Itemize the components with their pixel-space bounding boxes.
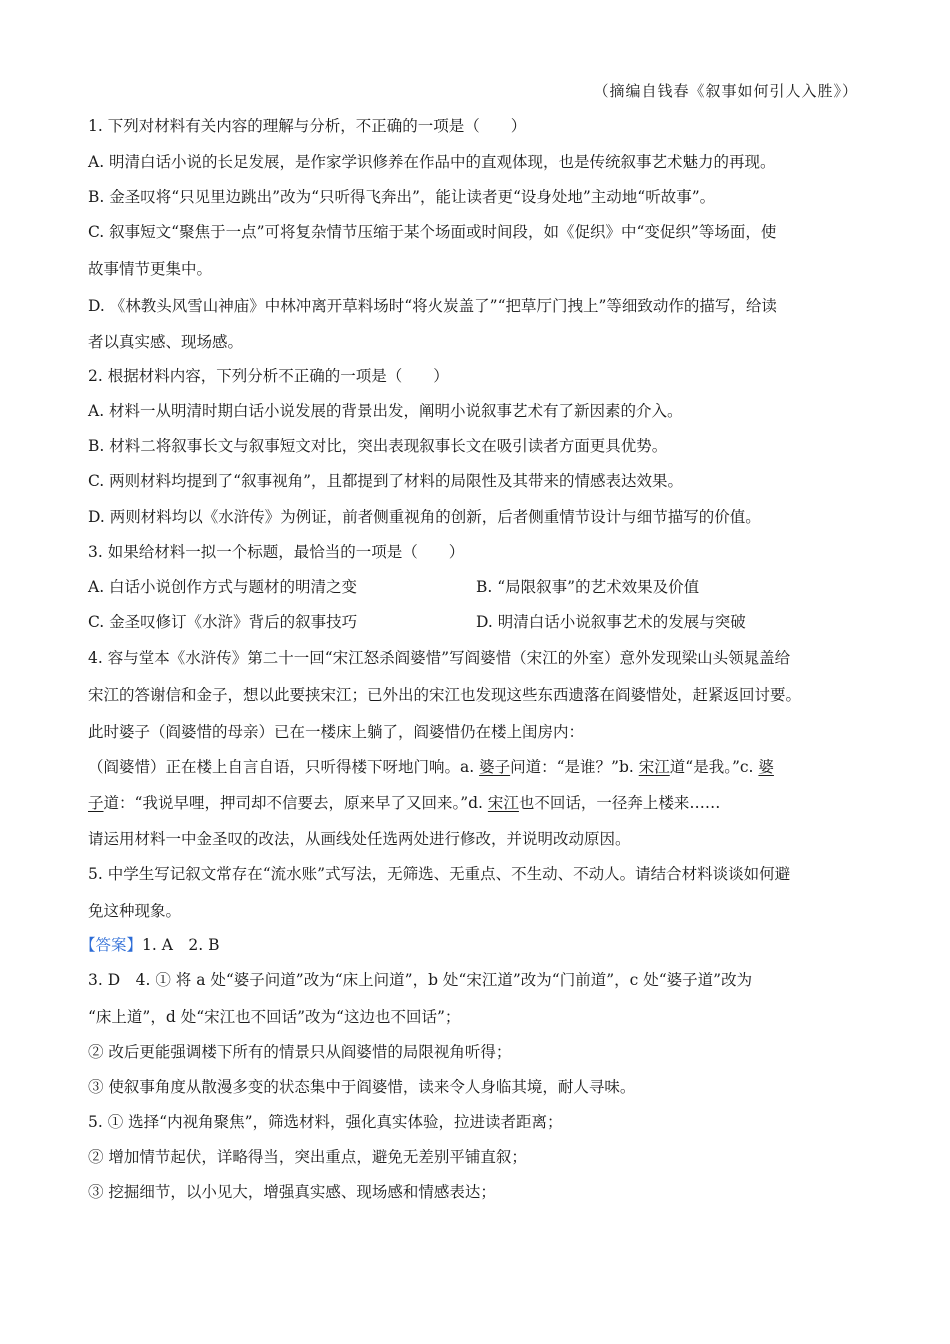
q4-line-1: 4. 容与堂本《水浒传》第二十一回“宋江怒杀阎婆惜”写阎婆惜（宋江的外室）意外发现梁山头领晁盖给 bbox=[88, 649, 791, 667]
q4-instruction: 请运用材料一中金圣叹的改法，从画线处任选两处进行修改，并说明改动原因。 bbox=[88, 830, 631, 848]
q4-passage-line-1 bbox=[88, 757, 774, 777]
source-citation: （摘编自钱春《叙事如何引人入胜》） bbox=[593, 82, 858, 100]
q2-stem: 2. 根据材料内容，下列分析不正确的一项是（ ） bbox=[88, 367, 449, 385]
underline-d: 宋江 bbox=[487, 794, 519, 812]
q1-option-c: C. 叙事短文“聚焦于一点”可将复杂情节压缩于某个场面或时间段，如《促织》中“变促织”等场面，使 bbox=[88, 223, 777, 241]
q5-line-2: 免这种现象。 bbox=[88, 902, 182, 920]
answer-5-1: 5. ① 选择“内视角聚焦”，筛选材料，强化真实体验，拉进读者距离； bbox=[88, 1113, 563, 1131]
underline-a: 婆子 bbox=[479, 758, 511, 776]
q4-passage-text: 问道：“是谁？”b. bbox=[510, 758, 639, 776]
q4-passage-text: （阎婆惜）正在楼上自言自语，只听得楼下呀地门响。a. bbox=[88, 758, 480, 776]
q5-line-1: 5. 中学生写记叙文常存在“流水账”式写法，无筛选、无重点、不生动、不动人。请结合材料谈谈如何避 bbox=[88, 865, 791, 883]
q3-stem: 3. 如果给材料一拟一个标题，最恰当的一项是（ ） bbox=[88, 543, 465, 561]
q1-option-a: A. 明清白话小说的长足发展，是作家学识修养在作品中的直观体现，也是传统叙事艺术魅力的再现。 bbox=[88, 153, 776, 171]
q2-option-c: C. 两则材料均提到了“叙事视角”，且都提到了材料的局限性及其带来的情感表达效果。 bbox=[88, 472, 684, 490]
q3-option-d: D. 明清白话小说叙事艺术的发展与突破 bbox=[476, 613, 746, 631]
q1-option-d-cont: 者以真实感、现场感。 bbox=[88, 333, 244, 351]
q1-option-b: B. 金圣叹将“只见里边跳出”改为“只听得飞奔出”，能让读者更“设身处地”主动地“听故事”。 bbox=[88, 188, 716, 206]
underline-b: 宋江 bbox=[638, 758, 670, 776]
q1-stem: 1. 下列对材料有关内容的理解与分析，不正确的一项是（ ） bbox=[88, 117, 527, 135]
q1-option-c-cont: 故事情节更集中。 bbox=[88, 260, 213, 278]
q4-passage-line-2 bbox=[88, 793, 720, 813]
q3-option-c: C. 金圣叹修订《水浒》背后的叙事技巧 bbox=[88, 613, 358, 631]
q4-passage-text: 道“是我。”c. bbox=[669, 758, 759, 776]
answer-4-reason-3: ③ 使叙事角度从散漫多变的状态集中于阎婆惜，读来令人身临其境，耐人寻味。 bbox=[88, 1078, 636, 1096]
answer-4-reason-2: ② 改后更能强调楼下所有的情景只从阎婆惜的局限视角听得； bbox=[88, 1043, 512, 1061]
q4-passage-text: 也不回话，一径奔上楼来…… bbox=[518, 794, 721, 812]
answer-1-2: 1. A 2. B bbox=[142, 936, 220, 954]
q4-passage-text: 道：“我说早哩，押司却不信要去，原来早了又回来。”d. bbox=[103, 794, 488, 812]
answer-line-1 bbox=[80, 935, 220, 955]
answer-3-4: 3. D 4. ① 将 a 处“婆子问道”改为“床上问道”，b 处“宋江道”改为“门前道”，c 处“婆子道”改为 bbox=[88, 971, 753, 989]
q4-line-3: 此时婆子（阎婆惜的母亲）已在一楼床上躺了，阎婆惜仍在楼上闺房内： bbox=[88, 723, 585, 741]
q2-option-a: A. 材料一从明清时期白话小说发展的背景出发，阐明小说叙事艺术有了新因素的介入。 bbox=[88, 402, 683, 420]
q2-option-b: B. 材料二将叙事长文与叙事短文对比，突出表现叙事长文在吸引读者方面更具优势。 bbox=[88, 437, 668, 455]
q2-option-d: D. 两则材料均以《水浒传》为例证，前者侧重视角的创新，后者侧重情节设计与细节描写的价值。 bbox=[88, 508, 761, 526]
underline-c: 婆 bbox=[758, 758, 774, 776]
answer-5-3: ③ 挖掘细节，以小见大，增强真实感、现场感和情感表达； bbox=[88, 1183, 496, 1201]
answer-4-cont: “床上道”，d 处“宋江也不回话”改为“这边也不回话”； bbox=[88, 1008, 461, 1026]
answer-5-2: ② 增加情节起伏，详略得当，突出重点，避免无差别平铺直叙； bbox=[88, 1148, 527, 1166]
underline-c-cont: 子 bbox=[88, 794, 104, 812]
q1-option-d: D. 《林教头风雪山神庙》中林冲离开草料场时“将火炭盖了”“把草厅门拽上”等细致动作的描写，给读 bbox=[88, 297, 777, 315]
answer-tag: 【答案】 bbox=[80, 936, 143, 954]
q4-line-2: 宋江的答谢信和金子，想以此要挟宋江；已外出的宋江也发现这些东西遗落在阎婆惜处，赶紧返回讨要。 bbox=[88, 686, 802, 704]
q3-option-b: B. “局限叙事”的艺术效果及价值 bbox=[476, 578, 700, 596]
q3-option-a: A. 白话小说创作方式与题材的明清之变 bbox=[88, 578, 358, 596]
